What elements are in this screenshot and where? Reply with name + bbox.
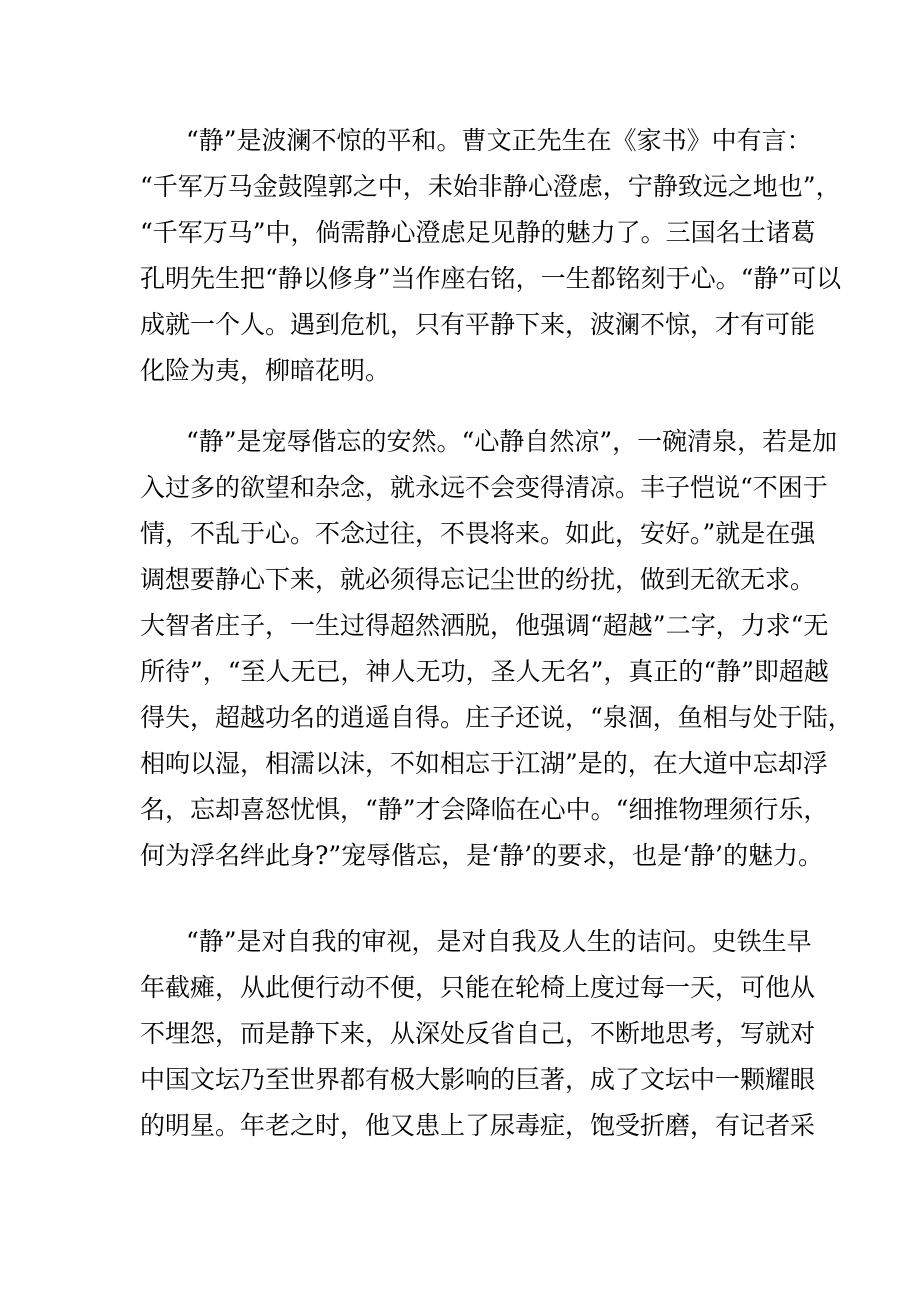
paragraph-2-line-1: “静”是宠辱偕忘的安然。“心静自然凉”，一碗清泉，若是加: [186, 427, 838, 456]
paragraph-1-line-3: “千军万马”中，倘需静心澄虑足见静的魅力了。三国名士诸葛: [140, 218, 816, 247]
paragraph-3-line-3: 不埋怨，而是静下来，从深处反省自己，不断地思考，写就对: [140, 1019, 816, 1048]
paragraph-3-line-1: “静”是对自我的审视，是对自我及人生的诘问。史铁生早: [186, 927, 812, 956]
paragraph-3-line-4: 中国文坛乃至世界都有极大影响的巨著，成了文坛中一颗耀眼: [140, 1065, 816, 1094]
paragraph-3-line-2: 年截瘫，从此便行动不便，只能在轮椅上度过每一天，可他从: [140, 973, 816, 1002]
paragraph-2-line-4: 调想要静心下来，就必须得忘记尘世的纷扰，做到无欲无求。: [140, 565, 816, 594]
paragraph-2-line-5: 大智者庄子，一生过得超然洒脱，他强调“超越”二字，力求“无: [140, 611, 829, 640]
paragraph-1-line-1: “静”是波澜不惊的平和。曹文正先生在《家书》中有言：: [186, 126, 812, 155]
paragraph-2-line-2: 入过多的欲望和杂念，就永远不会变得清凉。丰子恺说“不困于: [140, 473, 828, 502]
paragraph-2-line-6: 所待”，“至人无已，神人无功，圣人无名”，真正的“静”即超越: [140, 657, 829, 686]
paragraph-2-line-10: 何为浮名绊此身?”宠辱偕忘，是‘静’的要求，也是‘静’的魅力。: [140, 841, 823, 870]
paragraph-1-line-6: 化险为夷，柳暗花明。: [140, 356, 391, 385]
paragraph-2-line-8: 相呴以湿，相濡以沫，不如相忘于江湖”是的，在大道中忘却浮: [140, 749, 828, 778]
paragraph-1-line-2: “千军万马金鼓隍郭之中，未始非静心澄虑，宁静致远之地也”，: [140, 172, 841, 201]
paragraph-2-line-7: 得失，超越功名的逍遥自得。庄子还说，“泉涸，鱼相与处于陆，: [140, 703, 853, 732]
paragraph-2-line-3: 情，不乱于心。不念过往，不畏将来。如此，安好。”就是在强: [140, 519, 816, 548]
paragraph-2-line-9: 名，忘却喜怒忧惧，“静”才会降临在心中。“细推物理须行乐，: [140, 795, 829, 824]
paragraph-1-line-4: 孔明先生把“静以修身”当作座右铭，一生都铭刻于心。“静”可以: [140, 264, 842, 293]
paragraph-1-line-5: 成就一个人。遇到危机，只有平静下来，波澜不惊，才有可能: [140, 310, 816, 339]
paragraph-3-line-5: 的明星。年老之时，他又患上了尿毒症，饱受折磨，有记者采: [140, 1111, 816, 1140]
